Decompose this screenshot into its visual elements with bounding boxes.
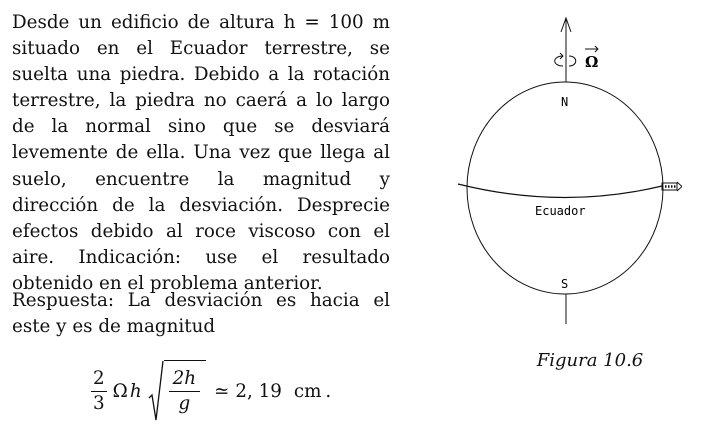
figure-caption: Figura 10.6: [536, 350, 644, 371]
radicand: [164, 360, 206, 422]
approx-symbol: ≃: [214, 380, 230, 402]
radicand-numerator: [169, 368, 200, 392]
coefficient-numerator: 2: [91, 368, 107, 392]
coefficient-fraction: [91, 368, 107, 415]
earth-figure: [452, 10, 682, 330]
radicand-denominator-text: g: [178, 393, 191, 414]
radicand-denominator: [174, 392, 194, 415]
earth-circle: [467, 82, 663, 294]
building-arrow-icon: [677, 182, 682, 191]
square-root: [148, 360, 206, 422]
radicand-numerator-text: 2h: [172, 368, 196, 389]
answer-text: Respuesta: La desviación es hacia el este y es de magnitud: [12, 290, 390, 338]
radicand-fraction: [169, 368, 200, 415]
south-label: S: [561, 277, 569, 291]
answer-block: [12, 288, 390, 340]
equator-label: Ecuador: [535, 204, 586, 218]
deviation-value: 2, 19: [235, 380, 282, 402]
height-symbol: h: [129, 380, 142, 402]
omega-label: Ω: [585, 53, 599, 71]
radical-sign-icon: [148, 360, 164, 422]
problem-statement: [12, 10, 390, 297]
deviation-unit: cm: [293, 380, 322, 402]
answer-formula: [88, 358, 331, 424]
north-label: N: [561, 95, 569, 109]
rotation-icon: [555, 56, 576, 66]
problem-text: Desde un edificio de altura h = 100 m situado en el Ecuador terrestre, se suelta una piedra. Debido a la rotación terrestre, la piedra no caerá a lo largo de la normal sino que se desviará levemente de ella. Una vez que llega al suelo, encuentre la magnitud y dirección de la desviación. Desprecie efectos debido al roce viscoso con el aire. Indicación: use el resultado obtenido en el problema anterior.: [12, 12, 390, 294]
coefficient-denominator: 3: [93, 392, 105, 414]
omega-symbol: Ω: [112, 380, 128, 402]
formula-end: .: [325, 380, 332, 402]
equator-line: [458, 184, 662, 198]
